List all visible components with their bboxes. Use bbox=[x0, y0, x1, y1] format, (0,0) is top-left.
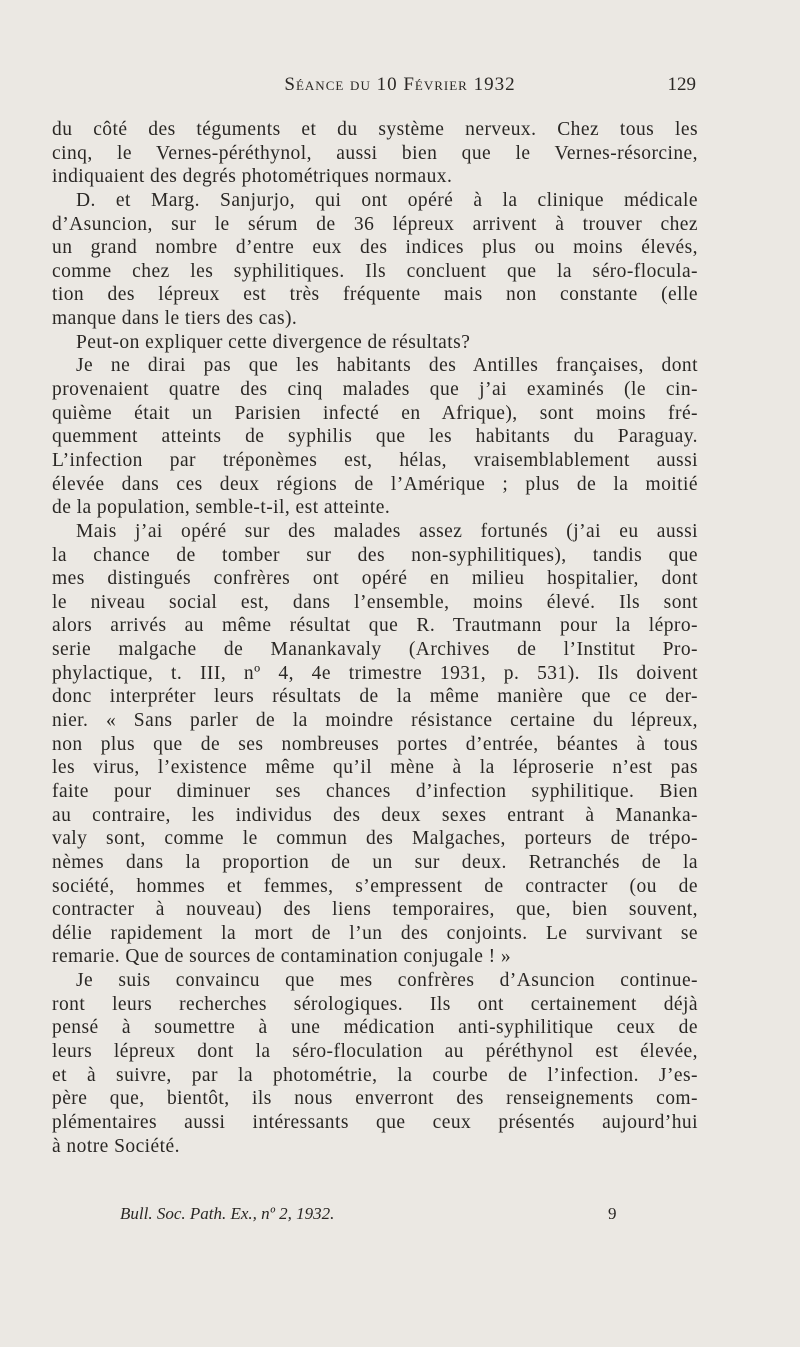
text-line: comme chez les syphilitiques. Ils concluent que la séro-flocula- bbox=[52, 260, 698, 282]
text-line: remarie. Que de sources de contamination conjugale ! » bbox=[52, 946, 512, 968]
text-line: société, hommes et femmes, s’empressent de contracter (ou de bbox=[52, 875, 698, 897]
text-line: un grand nombre d’entre eux des indices plus ou moins élevés, bbox=[52, 237, 698, 259]
body-text bbox=[52, 118, 698, 1158]
text-line: alors arrivés au même résultat que R. Trautmann pour la lépro- bbox=[52, 615, 698, 637]
text-line: mes distingués confrères ont opéré en milieu hospitalier, dont bbox=[52, 568, 698, 590]
text-line: faite pour diminuer ses chances d’infection syphilitique. Bien bbox=[52, 780, 698, 802]
signature-mark: 9 bbox=[608, 1204, 617, 1223]
text-line: tion des lépreux est très fréquente mais non constante (elle bbox=[52, 284, 698, 306]
text-line: nier. « Sans parler de la moindre résistance certaine du lépreux, bbox=[52, 710, 698, 732]
text-line: valy sont, comme le commun des Malgaches, porteurs de trépo- bbox=[52, 828, 698, 850]
text-line: Je ne dirai pas que les habitants des Antilles françaises, dont bbox=[76, 355, 698, 377]
text-line: de la population, semble-t-il, est atteinte. bbox=[52, 497, 391, 519]
text-line: délie rapidement la mort de l’un des conjoints. Le survivant se bbox=[52, 922, 698, 944]
text-line: L’infection par tréponèmes est, hélas, vraisemblablement aussi bbox=[52, 449, 698, 471]
text-line: père que, bientôt, ils nous enverront des renseignements com- bbox=[52, 1088, 698, 1110]
text-line: et à suivre, par la photométrie, la courbe de l’infection. J’es- bbox=[52, 1064, 698, 1086]
text-line: cinq, le Vernes-péréthynol, aussi bien que le Vernes-résorcine, bbox=[52, 142, 698, 164]
text-line: quième était un Parisien infecté en Afrique), sont moins fré- bbox=[52, 402, 698, 424]
text-line: pensé à soumettre à une médication anti-syphilitique ceux de bbox=[52, 1017, 698, 1039]
footer-citation: Bull. Soc. Path. Ex., nº 2, 1932. bbox=[120, 1204, 335, 1223]
text-line: leurs lépreux dont la séro-floculation au péréthynol est élevée, bbox=[52, 1040, 698, 1062]
text-line: serie malgache de Manankavaly (Archives de l’Institut Pro- bbox=[52, 639, 698, 661]
text-line: provenaient quatre des cinq malades que j’ai examinés (le cin- bbox=[52, 379, 698, 401]
text-line: nèmes dans la proportion de un sur deux. Retranchés de la bbox=[52, 851, 698, 873]
text-line: élevée dans ces deux régions de l’Amérique ; plus de la moitié bbox=[52, 473, 698, 495]
text-line: donc interpréter leurs résultats de la même manière que ce der- bbox=[52, 686, 698, 708]
text-line: quemment atteints de syphilis que les habitants du Paraguay. bbox=[52, 426, 698, 448]
text-line: les virus, l’existence même qu’il mène à la léproserie n’est pas bbox=[52, 757, 698, 779]
running-head bbox=[0, 74, 800, 104]
text-line: Peut-on expliquer cette divergence de résultats? bbox=[76, 331, 471, 353]
text-line: D. et Marg. Sanjurjo, qui ont opéré à la clinique médicale bbox=[76, 189, 698, 211]
text-line: phylactique, t. III, nº 4, 4e trimestre 1931, p. 531). Ils doivent bbox=[52, 662, 698, 684]
page-footer bbox=[0, 1204, 800, 1234]
text-line: d’Asuncion, sur le sérum de 36 lépreux arrivent à trouver chez bbox=[52, 213, 698, 235]
text-line: le niveau social est, dans l’ensemble, moins élevé. Ils sont bbox=[52, 591, 698, 613]
text-line: non plus que de ses nombreuses portes d’entrée, béantes à tous bbox=[52, 733, 698, 755]
text-line: Mais j’ai opéré sur des malades assez fortunés (j’ai eu aussi bbox=[76, 520, 698, 542]
text-line: indiquaient des degrés photométriques normaux. bbox=[52, 166, 453, 188]
text-line: plémentaires aussi intéressants que ceux présentés aujourd’hui bbox=[52, 1111, 698, 1133]
text-line: ront leurs recherches sérologiques. Ils ont certainement déjà bbox=[52, 993, 698, 1015]
text-line: manque dans le tiers des cas). bbox=[52, 308, 298, 330]
text-line: contracter à nouveau) des liens temporaires, que, bien souvent, bbox=[52, 899, 698, 921]
text-line: au contraire, les individus des deux sexes entrant à Mananka- bbox=[52, 804, 698, 826]
running-title: Séance du 10 Février 1932 bbox=[284, 74, 516, 95]
page-number: 129 bbox=[667, 74, 696, 95]
text-line: la chance de tomber sur des non-syphilitiques), tandis que bbox=[52, 544, 698, 566]
text-line: du côté des téguments et du système nerveux. Chez tous les bbox=[52, 119, 698, 140]
text-line: à notre Société. bbox=[52, 1135, 180, 1157]
text-line: Je suis convaincu que mes confrères d’Asuncion continue- bbox=[76, 970, 698, 992]
